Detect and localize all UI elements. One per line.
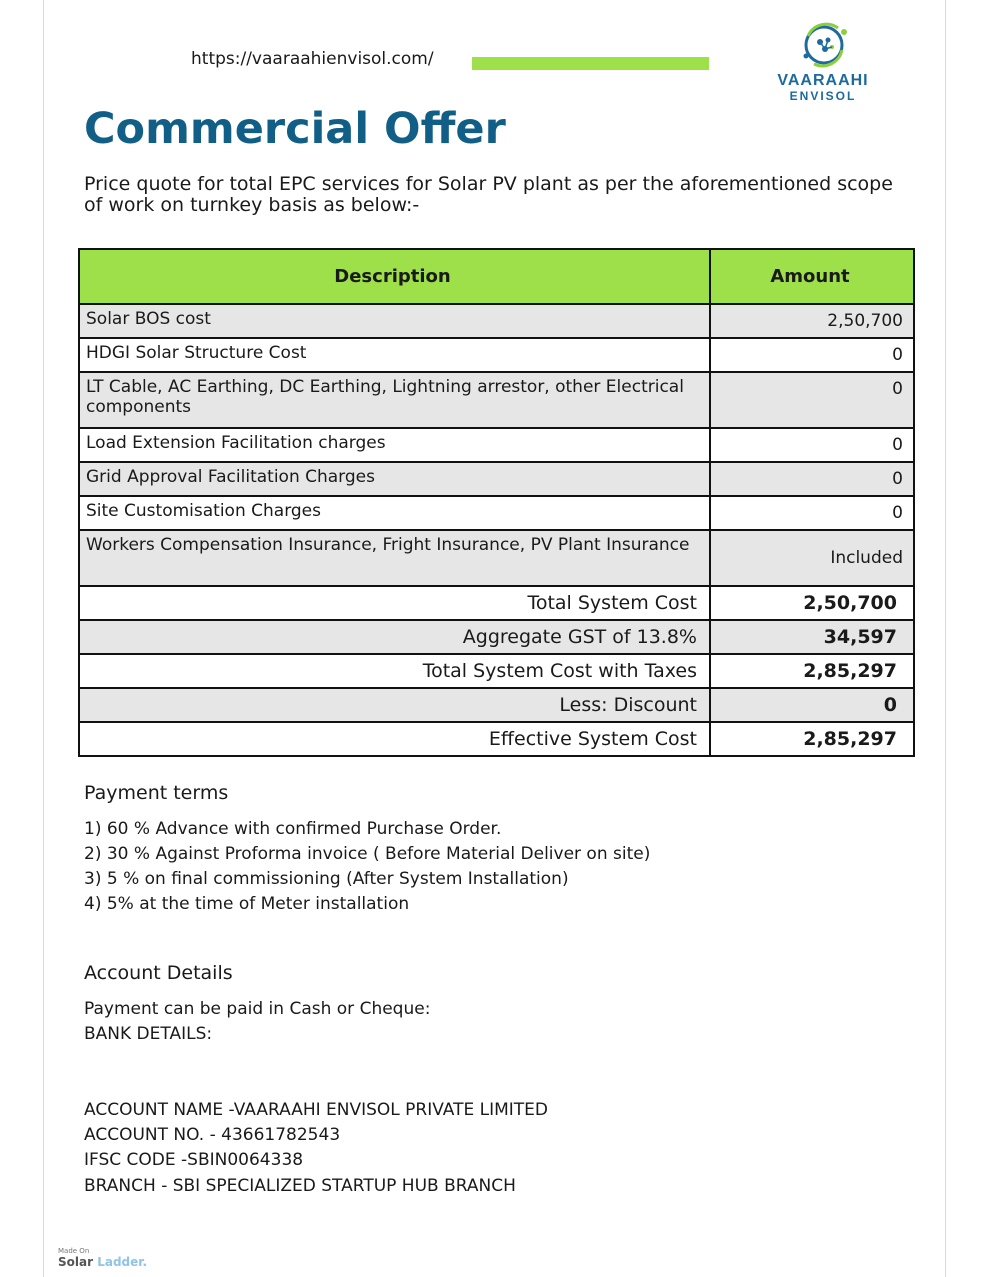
column-header-amount: Amount — [710, 249, 914, 304]
summary-label: Effective System Cost — [79, 722, 710, 756]
account-details-heading: Account Details — [84, 962, 233, 984]
price-table — [78, 248, 915, 757]
branch-name: BRANCH - SBI SPECIALIZED STARTUP HUB BRANCH — [84, 1176, 516, 1196]
brand-solar-text: Solar — [58, 1255, 94, 1269]
summary-row — [79, 654, 914, 688]
brand-ladder-text: Ladder. — [97, 1255, 148, 1269]
payment-term-item: 4) 5% at the time of Meter installation — [84, 894, 410, 914]
summary-label: Total System Cost with Taxes — [79, 654, 710, 688]
row-description: Site Customisation Charges — [79, 496, 710, 530]
intro-paragraph: Price quote for total EPC services for Solar PV plant as per the aforementioned scope of work on turnkey basis as below:- — [84, 173, 893, 216]
payment-term-item: 1) 60 % Advance with confirmed Purchase Order. — [84, 819, 502, 839]
summary-label: Total System Cost — [79, 586, 710, 620]
summary-value: 2,85,297 — [710, 654, 914, 688]
payment-mode-text: Payment can be paid in Cash or Cheque: — [84, 999, 431, 1019]
account-name: ACCOUNT NAME -VAARAAHI ENVISOL PRIVATE LIMITED — [84, 1100, 549, 1120]
summary-value: 2,50,700 — [710, 586, 914, 620]
bank-details-label: BANK DETAILS: — [84, 1024, 213, 1044]
row-description: HDGI Solar Structure Cost — [79, 338, 710, 372]
made-on-label: Made On — [58, 1247, 90, 1255]
table-row — [79, 462, 914, 496]
company-logo — [758, 18, 888, 106]
row-amount: 0 — [710, 372, 914, 428]
summary-row — [79, 722, 914, 756]
row-amount: 0 — [710, 462, 914, 496]
row-description: Grid Approval Facilitation Charges — [79, 462, 710, 496]
summary-value: 34,597 — [710, 620, 914, 654]
column-header-description: Description — [79, 249, 710, 304]
summary-label: Aggregate GST of 13.8% — [79, 620, 710, 654]
payment-term-item: 3) 5 % on final commissioning (After System Installation) — [84, 869, 569, 889]
row-amount: 0 — [710, 428, 914, 462]
page-border-left — [43, 0, 44, 1277]
row-description: LT Cable, AC Earthing, DC Earthing, Lightning arrestor, other Electrical components — [79, 372, 710, 428]
summary-row — [79, 688, 914, 722]
payment-term-item: 2) 30 % Against Proforma invoice ( Before Material Deliver on site) — [84, 844, 651, 864]
table-row — [79, 304, 914, 338]
footer-brand[interactable] — [58, 1255, 147, 1269]
row-description: Workers Compensation Insurance, Fright Insurance, PV Plant Insurance — [79, 530, 710, 586]
table-row — [79, 428, 914, 462]
logo-subtitle: ENVISOL — [789, 89, 857, 103]
website-url[interactable]: https://vaaraahienvisol.com/ — [191, 49, 434, 69]
row-amount: 0 — [710, 338, 914, 372]
row-description: Solar BOS cost — [79, 304, 710, 338]
ifsc-code: IFSC CODE -SBIN0064338 — [84, 1150, 304, 1170]
page-border-right — [945, 0, 946, 1277]
row-description: Load Extension Facilitation charges — [79, 428, 710, 462]
account-number: ACCOUNT NO. - 43661782543 — [84, 1125, 341, 1145]
page-title: Commercial Offer — [84, 104, 506, 154]
table-row — [79, 496, 914, 530]
summary-row — [79, 586, 914, 620]
table-row — [79, 338, 914, 372]
summary-label: Less: Discount — [79, 688, 710, 722]
payment-terms-heading: Payment terms — [84, 782, 229, 804]
table-header-row — [79, 249, 914, 304]
row-amount: 0 — [710, 496, 914, 530]
table-row — [79, 530, 914, 586]
accent-bar — [472, 57, 709, 70]
table-row — [79, 372, 914, 428]
logo-wordmark: VAARAAHI — [777, 72, 869, 89]
summary-value: 2,85,297 — [710, 722, 914, 756]
logo-globe-icon — [798, 20, 850, 70]
summary-row — [79, 620, 914, 654]
row-amount: 2,50,700 — [710, 304, 914, 338]
row-amount: Included — [710, 530, 914, 586]
summary-value: 0 — [710, 688, 914, 722]
